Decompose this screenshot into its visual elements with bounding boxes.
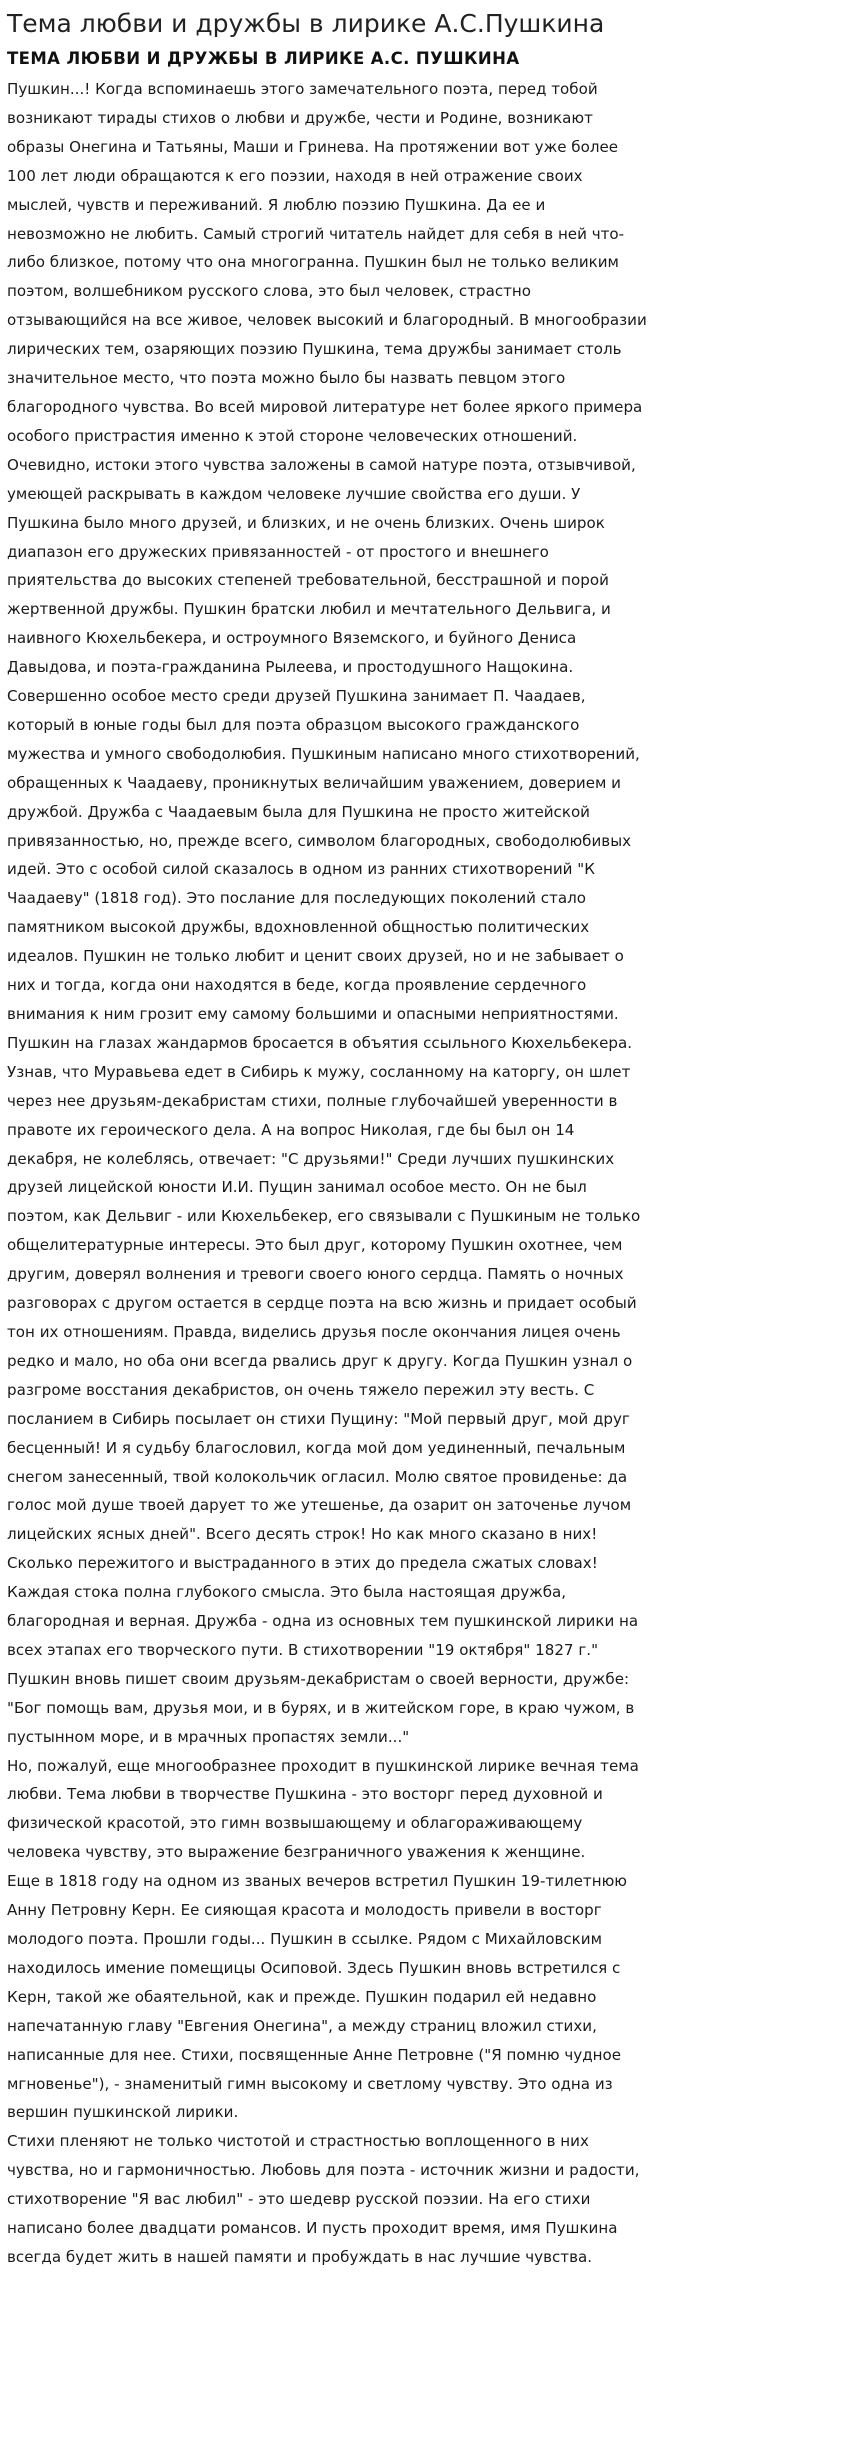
page-title: Тема любви и дружбы в лирике А.С.Пушкина (7, 9, 605, 38)
article-paragraph: Пушкин...! Когда вспоминаешь этого замечательного поэта, перед тобой возникают тирады стихов о любви и дружбе, чести и Родине, возникают образы Онегина и Татьяны, Маши и Гринева. На протяжении вот уже более 100 лет люди обращаются к его поэзии, находя в ней отражение своих мыслей, чувств и переживаний. Я люблю поэзию Пушкина. Да ее и невозможно не любить. Самый строгий читатель найдет для себя в ней что-либо близкое, потому что она многогранна. Пушкин был не только великим поэтом, волшебником русского слова, это был человек, страстно отзывающийся на все живое, человек высокий и благородный. В многообразии лирических тем, озаряющих поэзию Пушкина, тема дружбы занимает столь значительное место, что поэта можно было бы назвать певцом этого благородного чувства. Во всей мировой литературе нет более яркого примера особого пристрастия именно к этой стороне человеческих отношений. Очевидно, истоки этого чувства заложены в самой натуре поэта, отзывчивой, умеющей раскрывать в каждом человеке лучшие свойства его души. У Пушкина было много друзей, и близких, и не очень близких. Очень широк диапазон его дружеских привязанностей - от простого и внешнего приятельства до высоких степеней требовательной, бесстрашной и порой жертвенной дружбы. Пушкин братски любил и мечтательного Дельвига, и наивного Кюхельбекера, и остроумного Вяземского, и буйного Дениса Давыдова, и поэта-гражданина Рылеева, и простодушного Нащокина. Совершенно особое место среди друзей Пушкина занимает П. Чаадаев, который в юные годы был для поэта образцом высокого гражданского мужества и умного свободолюбия. Пушкиным написано много стихотворений, обращенных к Чаадаеву, проникнутых величайшим уважением, доверием и дружбой. Дружба с Чаадаевым была для Пушкина не просто житейской привязанностью, но, прежде всего, символом благородных, свободолюбивых идей. Это с особой силой сказалось в одном из ранних стихотворений "К Чаадаеву" (1818 год). Это послание для последующих поколений стало памятником высокой дружбы, вдохновленной общностью политических идеалов. Пушкин не только любит и ценит своих друзей, но и не забывает о них и тогда, когда они находятся в беде, когда проявление сердечного внимания к ним грозит ему самому большими и опасными неприятностями. Пушкин на глазах жандармов бросается в объятия ссыльного Кюхельбекера. Узнав, что Муравьева едет в Сибирь к мужу, сосланному на каторгу, он шлет через нее друзьям-декабристам стихи, полные глубочайшей уверенности в правоте их героического дела. А на вопрос Николая, где бы был он 14 декабря, не колеблясь, отвечает: "С друзьями!" Среди лучших пушкинских друзей лицейской юности И.И. Пущин занимал особое место. Он не был поэтом, как Дельвиг - или Кюхельбекер, его связывали с Пушкиным не только общелитературные интересы. Это был друг, которому Пушкин охотнее, чем другим, доверял волнения и тревоги своего юного сердца. Память о ночных разговорах с другом остается в сердце поэта на всю жизнь и придает особый тон их отношениям. Правда, виделись друзья после окончания лицея очень редко и мало, но оба они всегда рвались друг к другу. Когда Пушкин узнал о разгроме восстания декабристов, он очень тяжело пережил эту весть. С посланием в Сибирь посылает он стихи Пущину: "Мой первый друг, мой друг бесценный! И я судьбу благословил, когда мой дом уединенный, печальным снегом занесенный, твой колокольчик огласил. Молю святое провиденье: да голос мой душе твоей дарует то же утешенье, да озарит он заточенье лучом лицейских ясных дней". Всего десять строк! Но как много сказано в них! Сколько пережитого и выстраданного в этих до предела сжатых словах! Каждая стока полна глубокого смысла. Это была настоящая дружба, благородная и верная. Дружба - одна из основных тем пушкинской лирики на всех этапах его творческого пути. В стихотворении "19 октября" 1827 г." Пушкин вновь пишет своим друзьям-декабристам о своей верности, дружбе: "Бог помощь вам, друзья мои, и в бурях, и в житейском горе, в краю чужом, в пустынном море, и в мрачных пропастях земли..." (7, 80, 647, 1746)
article-title: ТЕМА ЛЮБВИ И ДРУЖБЫ В ЛИРИКЕ А.С. ПУШКИНА (7, 49, 520, 68)
article-body (7, 75, 647, 2272)
article-paragraph: Еще в 1818 году на одном из званых вечеров встретил Пушкин 19-тилетнюю Анну Петровну Керн. Ее сияющая красота и молодость привели в восторг молодого поэта. Прошли годы... Пушкин в ссылке. Рядом с Михайловским находилось имение помещицы Осиповой. Здесь Пушкин вновь встретился с Керн, такой же обаятельной, как и прежде. Пушкин подарил ей недавно напечатанную главу "Евгения Онегина", а между страниц вложил стихи, написанные для нее. Стихи, посвященные Анне Петровне ("Я помню чудное мгновенье"), - знаменитый гимн высокому и светлому чувству. Это одна из вершин пушкинской лирики. (7, 1872, 628, 2122)
article-paragraph: Стихи пленяют не только чистотой и страстностью воплощенного в них чувства, но и гармоничностью. Любовь для поэта - источник жизни и радости, стихотворение "Я вас любил" - это шедевр русской поэзии. На его стихи написано более двадцати романсов. И пусть проходит время, имя Пушкина всегда будет жить в нашей памяти и пробуждать в нас лучшие чувства. (7, 2132, 640, 2266)
article (7, 48, 647, 2272)
article-paragraph: Но, пожалуй, еще многообразнее проходит в пушкинской лирике вечная тема любви. Тема любви в творчестве Пушкина - это восторг перед духовной и физической красотой, это гимн возвышающему и облагораживающему человека чувству, это выражение безграничного уважения к женщине. (7, 1756, 639, 1862)
